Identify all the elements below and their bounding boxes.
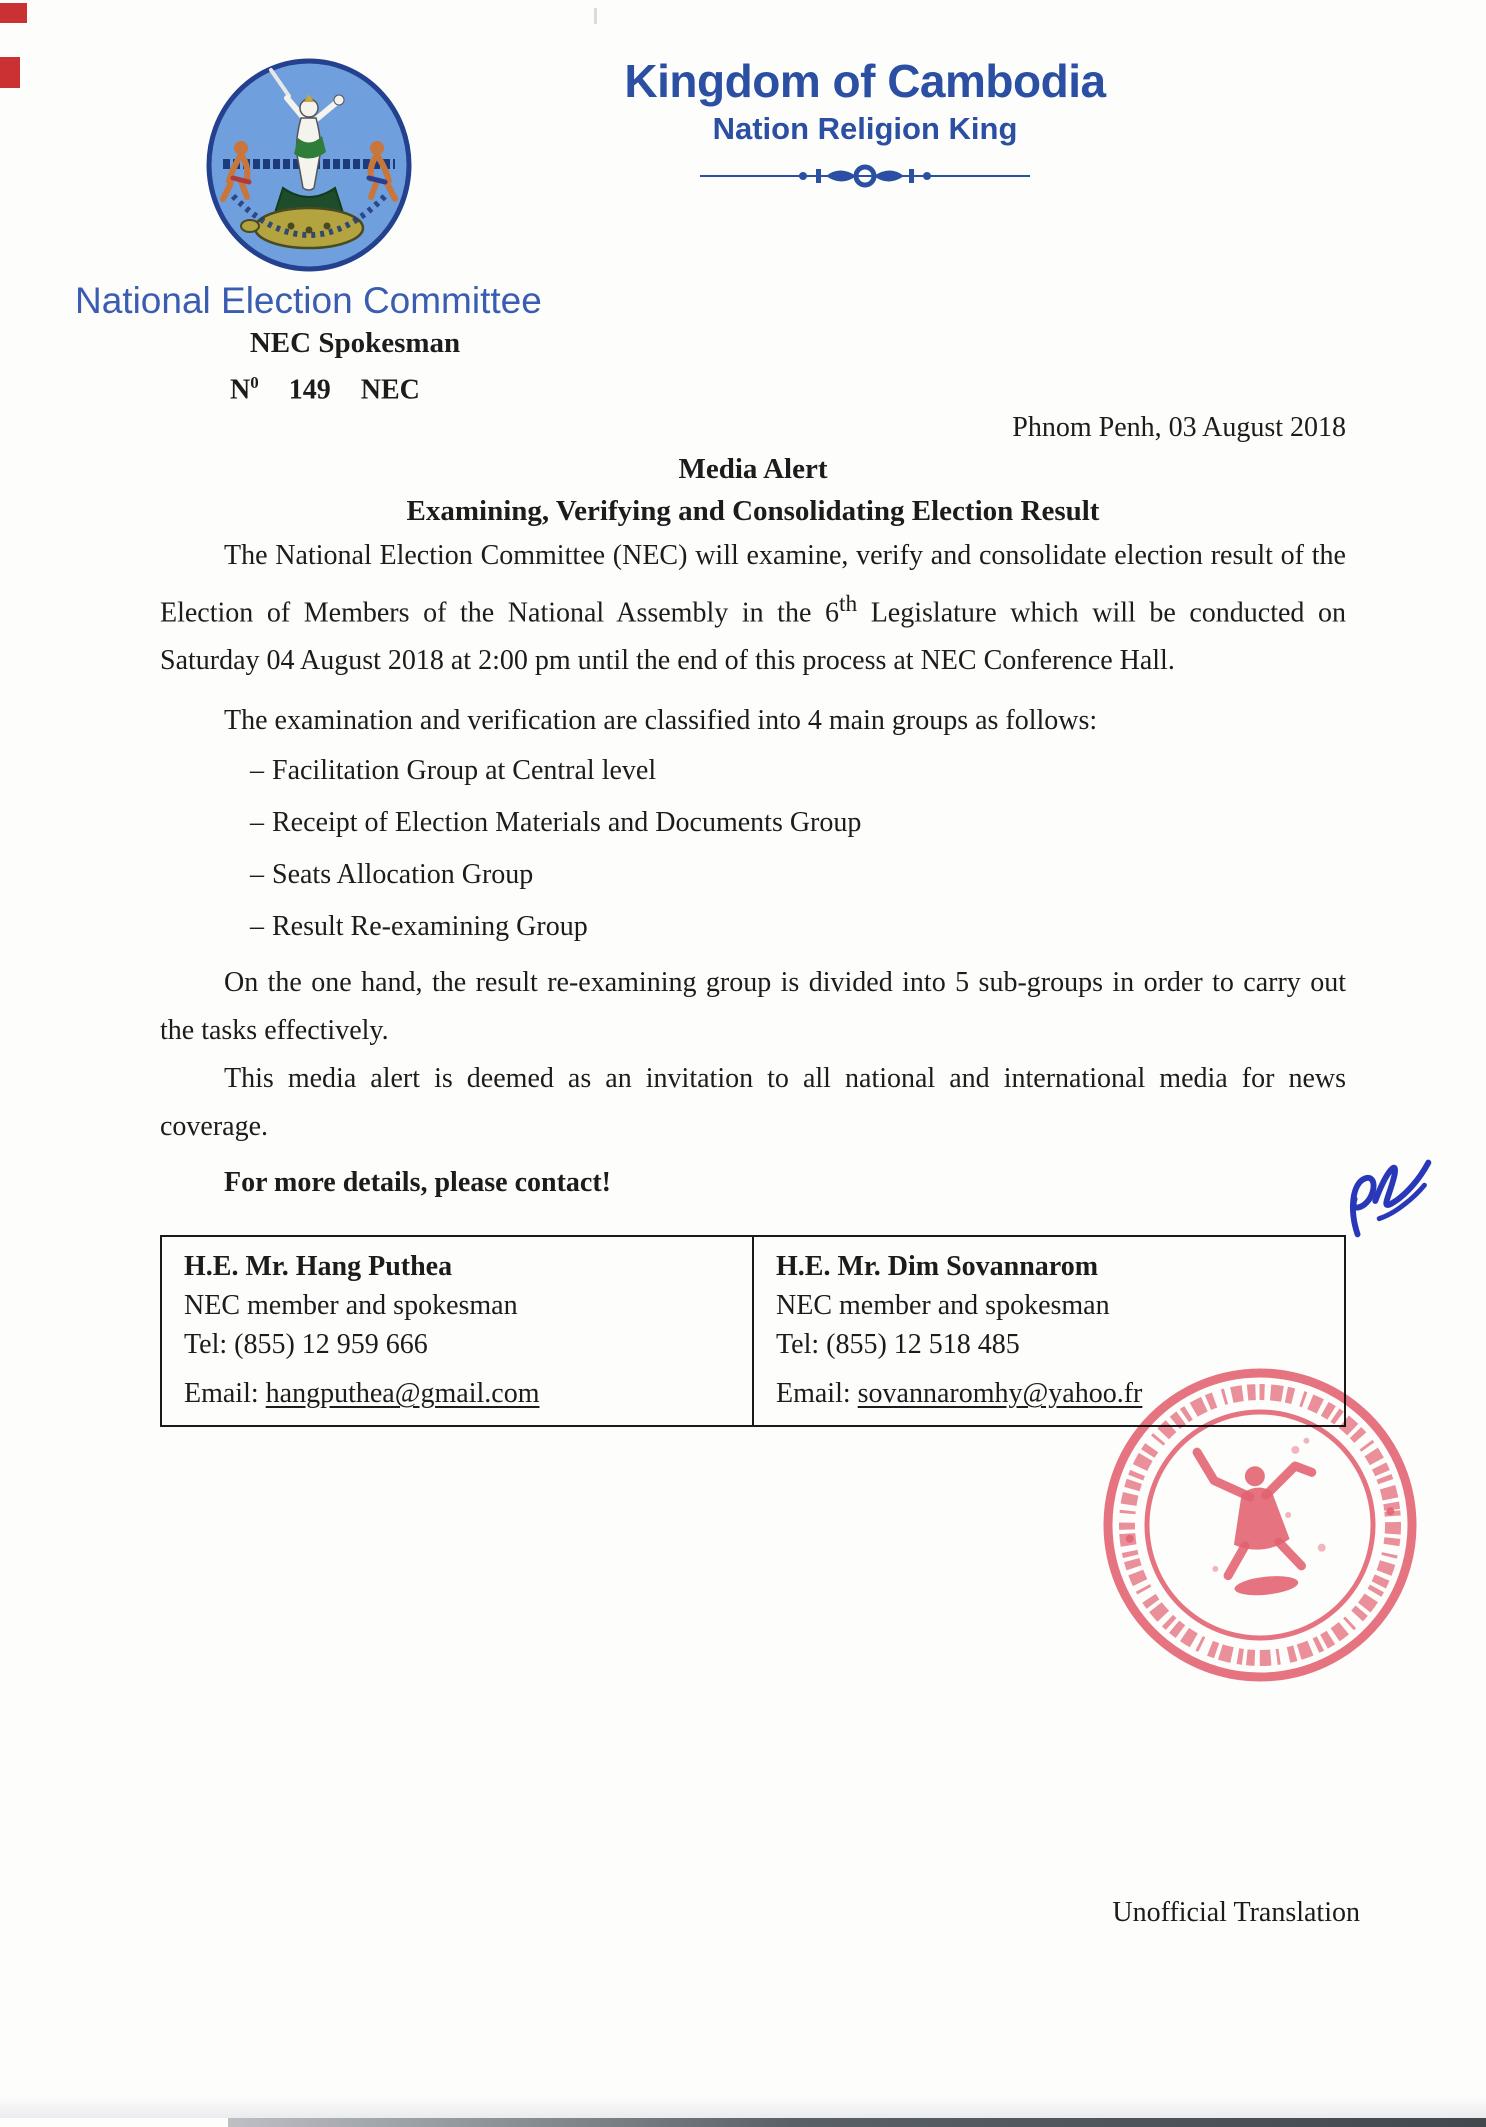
motto-title: Nation Religion King xyxy=(712,111,1018,146)
dash-bullet: – xyxy=(250,859,264,891)
list-item-label: Facilitation Group at Central level xyxy=(272,755,657,787)
dash-bullet: – xyxy=(250,755,264,787)
list-item xyxy=(160,797,1346,849)
paragraph-intro-text: Legislature which will be conducted on Saturday 04 August 2018 at 2:00 pm until the end of this process at NEC Conference Hall. xyxy=(160,597,1347,677)
email-address-link[interactable]: sovannaromhy@yahoo.fr xyxy=(857,1378,1143,1410)
contact-role: NEC member and spokesman xyxy=(184,1290,518,1322)
dateline: Phnom Penh, 03 August 2018 xyxy=(1012,412,1346,443)
list-item xyxy=(160,901,1346,953)
header xyxy=(520,56,1210,189)
red-seal-icon xyxy=(1076,1341,1443,1708)
email-label: Email: xyxy=(776,1378,858,1410)
email-address-link[interactable]: hangputhea@gmail.com xyxy=(265,1378,540,1410)
ordinal-superscript: th xyxy=(838,591,858,617)
email-label: Email: xyxy=(184,1378,266,1410)
contact-email xyxy=(184,1374,742,1413)
nec-emblem-icon xyxy=(203,56,415,274)
kingdom-title: Kingdom of Cambodia xyxy=(624,55,1106,107)
contact-tel: Tel: (855) 12 518 485 xyxy=(776,1329,1020,1361)
scan-red-mark xyxy=(0,57,20,88)
dash-bullet: – xyxy=(250,911,264,943)
contact-cell-hang-puthea xyxy=(161,1236,753,1426)
nec-emblem-logo xyxy=(203,56,415,274)
scan-edge-bar xyxy=(228,2118,1486,2127)
scan-edge-haze xyxy=(0,2096,1486,2118)
subject-title: Examining, Verifying and Consolidating Election Result xyxy=(406,495,1100,527)
groups-list xyxy=(160,745,1346,953)
contact-name: H.E. Mr. Hang Puthea xyxy=(184,1251,453,1283)
list-item xyxy=(160,849,1346,901)
contact-role: NEC member and spokesman xyxy=(776,1290,1110,1322)
document-number xyxy=(230,366,420,407)
scan-smudge xyxy=(594,8,597,24)
paragraph-invitation: This media alert is deemed as an invitation to all national and international media for news coverage. xyxy=(160,1063,1346,1143)
unofficial-translation-note: Unofficial Translation xyxy=(1112,1897,1360,1928)
contact-name: H.E. Mr. Dim Sovannarom xyxy=(776,1251,1099,1283)
paragraph-subgroups: On the one hand, the result re-examining group is divided into 5 sub-groups in order to carry out the tasks effectively. xyxy=(160,967,1346,1047)
paragraph-intro-text: The National Election Committee (NEC) will examine, verify and consolidate election result of the Election of Members of the National Assembly in the 6 xyxy=(160,540,1346,629)
list-item xyxy=(160,745,1346,797)
dash-bullet: – xyxy=(250,807,264,839)
media-alert-title: Media Alert xyxy=(678,453,828,485)
doc-no-suffix: NEC xyxy=(360,374,420,406)
committee-name: National Election Committee xyxy=(75,280,542,321)
doc-no-sup: 0 xyxy=(250,373,259,392)
paragraph-intro xyxy=(160,532,1346,685)
list-item-label: Result Re-examining Group xyxy=(272,911,588,943)
contact-heading: For more details, please contact! xyxy=(224,1167,611,1199)
doc-no-number: 149 xyxy=(288,374,331,406)
doc-no-prefix: N xyxy=(230,374,251,406)
spokesman-label: NEC Spokesman xyxy=(249,327,461,359)
official-red-stamp xyxy=(1076,1341,1443,1708)
contact-tel: Tel: (855) 12 959 666 xyxy=(184,1329,428,1361)
handwritten-initials xyxy=(1332,1138,1450,1246)
ornamental-divider-icon xyxy=(700,163,1030,189)
paragraph-groups-lead: The examination and verification are classified into 4 main groups as follows: xyxy=(224,705,1098,737)
list-item-label: Receipt of Election Materials and Documents Group xyxy=(272,807,862,839)
scan-red-mark xyxy=(0,3,27,23)
signature-icon xyxy=(1332,1138,1450,1246)
list-item-label: Seats Allocation Group xyxy=(272,859,534,891)
document-body xyxy=(160,408,1346,1427)
